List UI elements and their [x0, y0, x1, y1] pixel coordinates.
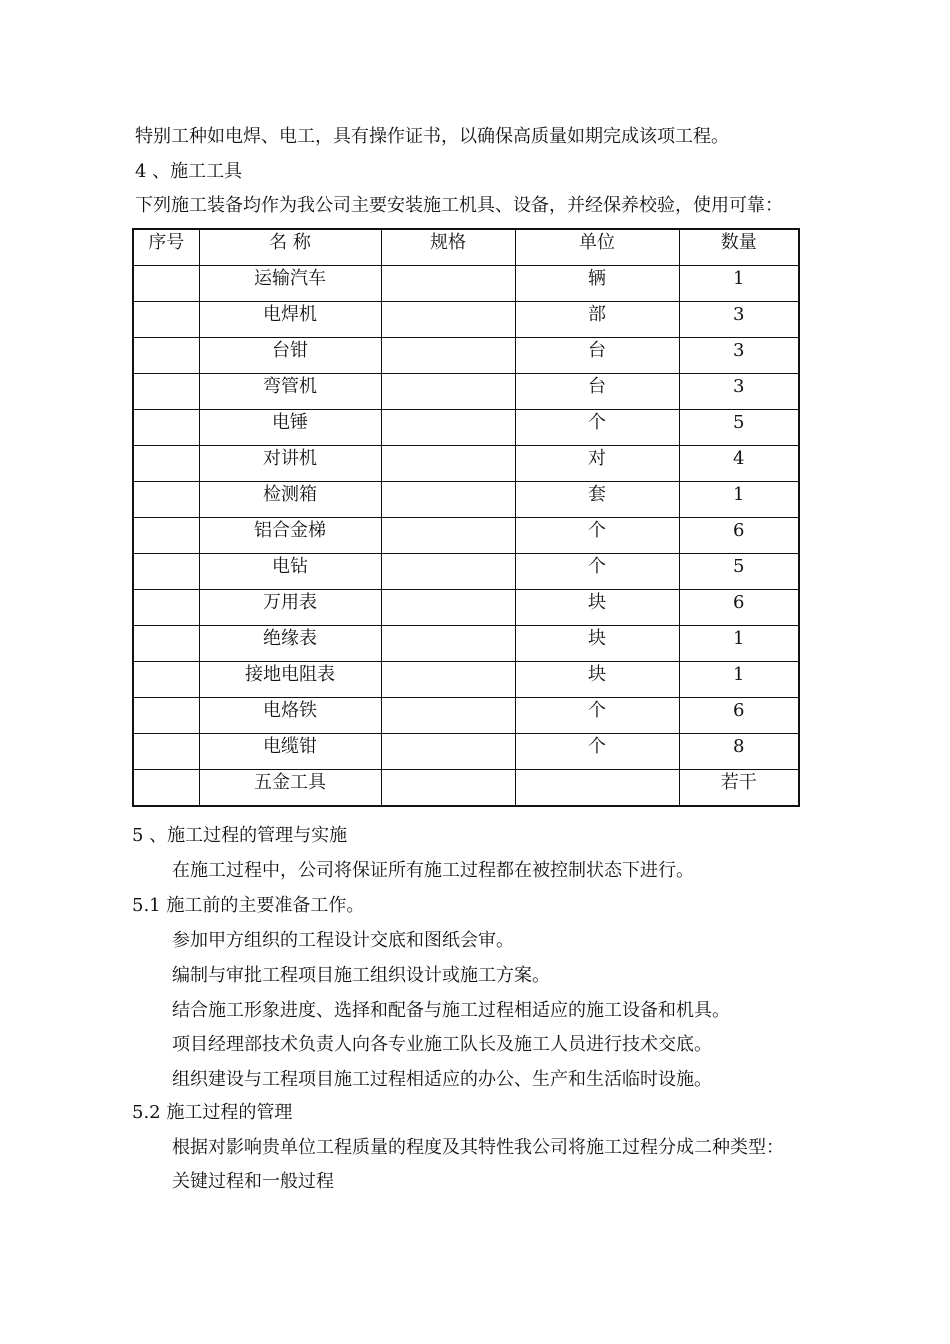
intro-paragraph: 特别工种如电焊、电工，具有操作证书，以确保高质量如期完成该项工程。	[135, 126, 729, 147]
cell-name: 接地电阻表	[199, 662, 381, 698]
cell-qty: 1	[679, 266, 799, 302]
cell-qty: 1	[679, 662, 799, 698]
cell-no	[133, 770, 199, 807]
header-no: 序号	[133, 229, 199, 266]
cell-name: 检测箱	[199, 482, 381, 518]
cell-spec	[381, 662, 515, 698]
cell-spec	[381, 446, 515, 482]
table-row	[133, 626, 799, 662]
header-qty: 数量	[679, 229, 799, 266]
cell-spec	[381, 518, 515, 554]
table-row	[133, 554, 799, 590]
cell-unit: 对	[515, 446, 679, 482]
cell-qty: 5	[679, 554, 799, 590]
table-row	[133, 518, 799, 554]
cell-spec	[381, 698, 515, 734]
section-5-2-text: 根据对影响贵单位工程质量的程度及其特性我公司将施工过程分成二种类型：	[172, 1137, 784, 1158]
cell-qty: 3	[679, 338, 799, 374]
section-4-heading: 4 、施工工具	[135, 161, 243, 182]
cell-name: 对讲机	[199, 446, 381, 482]
cell-no	[133, 734, 199, 770]
cell-unit: 个	[515, 410, 679, 446]
cell-unit: 台	[515, 338, 679, 374]
prep-item: 编制与审批工程项目施工组织设计或施工方案。	[172, 965, 550, 986]
cell-name: 铝合金梯	[199, 518, 381, 554]
cell-no	[133, 482, 199, 518]
equipment-table	[132, 228, 800, 807]
table-row	[133, 446, 799, 482]
prep-item: 项目经理部技术负责人向各专业施工队长及施工人员进行技术交底。	[172, 1034, 712, 1055]
cell-no	[133, 518, 199, 554]
table-row	[133, 338, 799, 374]
table-row	[133, 410, 799, 446]
cell-unit: 个	[515, 554, 679, 590]
header-spec: 规格	[381, 229, 515, 266]
cell-qty: 6	[679, 590, 799, 626]
cell-spec	[381, 770, 515, 807]
cell-qty: 4	[679, 446, 799, 482]
cell-name: 运输汽车	[199, 266, 381, 302]
cell-name: 弯管机	[199, 374, 381, 410]
cell-no	[133, 554, 199, 590]
section-5-2-text-continued: 关键过程和一般过程	[172, 1171, 334, 1192]
cell-no	[133, 698, 199, 734]
header-name: 名 称	[199, 229, 381, 266]
cell-qty: 1	[679, 626, 799, 662]
table-row	[133, 698, 799, 734]
table-row	[133, 266, 799, 302]
table-row	[133, 770, 799, 807]
cell-unit: 块	[515, 590, 679, 626]
cell-qty: 6	[679, 518, 799, 554]
table-row	[133, 302, 799, 338]
cell-qty: 3	[679, 302, 799, 338]
cell-spec	[381, 554, 515, 590]
table-header-row	[133, 229, 799, 266]
cell-name: 电钻	[199, 554, 381, 590]
tools-intro-paragraph: 下列施工装备均作为我公司主要安装施工机具、设备，并经保养校验，使用可靠：	[135, 195, 783, 216]
prep-item: 参加甲方组织的工程设计交底和图纸会审。	[172, 930, 514, 951]
cell-unit: 块	[515, 662, 679, 698]
cell-unit: 个	[515, 734, 679, 770]
cell-spec	[381, 410, 515, 446]
cell-no	[133, 338, 199, 374]
cell-qty: 8	[679, 734, 799, 770]
header-unit: 单位	[515, 229, 679, 266]
cell-name: 万用表	[199, 590, 381, 626]
table-row	[133, 590, 799, 626]
cell-spec	[381, 302, 515, 338]
cell-name: 电缆钳	[199, 734, 381, 770]
cell-name: 台钳	[199, 338, 381, 374]
prep-item: 结合施工形象进度、选择和配备与施工过程相适应的施工设备和机具。	[172, 1000, 730, 1021]
cell-qty: 3	[679, 374, 799, 410]
cell-spec	[381, 590, 515, 626]
cell-unit: 块	[515, 626, 679, 662]
cell-no	[133, 626, 199, 662]
cell-spec	[381, 338, 515, 374]
cell-no	[133, 302, 199, 338]
cell-unit	[515, 770, 679, 807]
cell-no	[133, 374, 199, 410]
table-row	[133, 374, 799, 410]
cell-qty: 6	[679, 698, 799, 734]
cell-unit: 部	[515, 302, 679, 338]
cell-spec	[381, 374, 515, 410]
cell-spec	[381, 626, 515, 662]
cell-name: 五金工具	[199, 770, 381, 807]
table-row	[133, 734, 799, 770]
cell-name: 绝缘表	[199, 626, 381, 662]
cell-spec	[381, 734, 515, 770]
cell-spec	[381, 266, 515, 302]
section-5-2-heading: 5.2 施工过程的管理	[132, 1102, 293, 1123]
cell-no	[133, 662, 199, 698]
section-5-1-heading: 5.1 施工前的主要准备工作。	[132, 895, 365, 916]
cell-unit: 个	[515, 698, 679, 734]
cell-qty: 5	[679, 410, 799, 446]
cell-unit: 套	[515, 482, 679, 518]
cell-no	[133, 590, 199, 626]
cell-no	[133, 446, 199, 482]
section-5-text: 在施工过程中，公司将保证所有施工过程都在被控制状态下进行。	[172, 860, 694, 881]
cell-no	[133, 266, 199, 302]
cell-qty: 若干	[679, 770, 799, 807]
cell-name: 电锤	[199, 410, 381, 446]
cell-spec	[381, 482, 515, 518]
cell-name: 电烙铁	[199, 698, 381, 734]
cell-unit: 台	[515, 374, 679, 410]
cell-unit: 个	[515, 518, 679, 554]
cell-unit: 辆	[515, 266, 679, 302]
table-row	[133, 662, 799, 698]
cell-qty: 1	[679, 482, 799, 518]
prep-item: 组织建设与工程项目施工过程相适应的办公、生产和生活临时设施。	[172, 1069, 712, 1090]
cell-no	[133, 410, 199, 446]
table-row	[133, 482, 799, 518]
section-5-heading: 5 、施工过程的管理与实施	[132, 825, 348, 846]
cell-name: 电焊机	[199, 302, 381, 338]
